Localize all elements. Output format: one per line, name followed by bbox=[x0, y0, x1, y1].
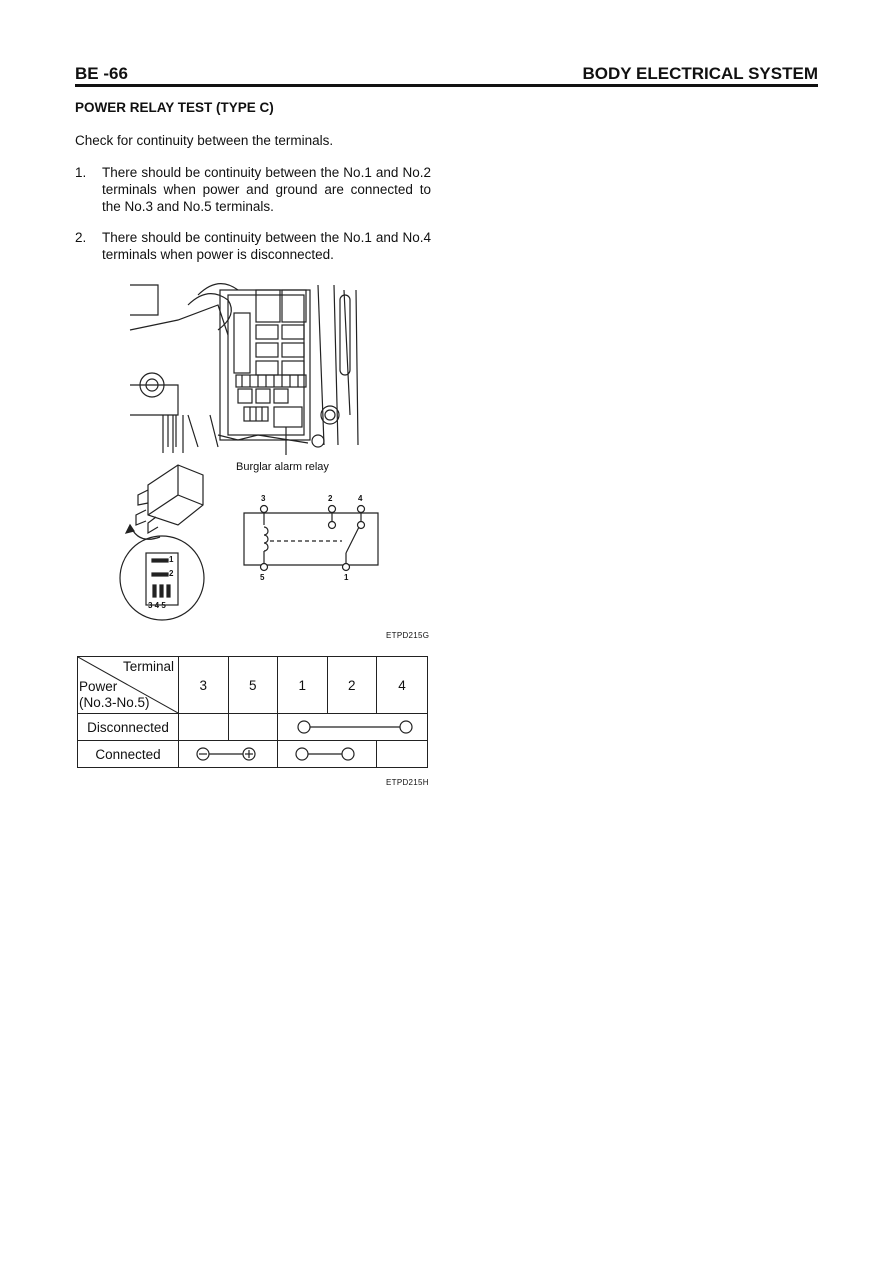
step-text: There should be continuity between the No.1 and No.4 terminals when power is disconnected. bbox=[102, 230, 431, 262]
figure-code: ETPD215G bbox=[386, 631, 430, 640]
table-cell bbox=[377, 741, 428, 768]
schematic-terminal-2: 2 bbox=[328, 494, 333, 503]
pin-label-345: 3 4 5 bbox=[148, 601, 166, 610]
intro-text: Check for continuity between the terminals. bbox=[75, 133, 334, 148]
power-ground-line bbox=[179, 742, 277, 766]
column-header: 2 bbox=[327, 657, 377, 714]
continuity-line bbox=[280, 715, 426, 739]
step-2 bbox=[75, 229, 431, 263]
column-header: 3 bbox=[179, 657, 229, 714]
schematic-terminal-3: 3 bbox=[261, 494, 266, 503]
continuity-mark-3-5 bbox=[179, 741, 278, 768]
row-label: Connected bbox=[78, 741, 179, 768]
step-number: 1. bbox=[75, 165, 87, 180]
table-cell bbox=[228, 714, 278, 741]
schematic-terminal-1: 1 bbox=[344, 573, 349, 582]
continuity-table bbox=[77, 656, 428, 768]
fuse-box-illustration bbox=[118, 275, 438, 635]
corner-sub: (No.3-No.5) bbox=[79, 695, 150, 710]
section-title: BODY ELECTRICAL SYSTEM bbox=[582, 64, 818, 83]
table-cell bbox=[179, 714, 229, 741]
table-row bbox=[78, 714, 428, 741]
table-corner bbox=[78, 657, 179, 714]
step-text: There should be continuity between the No.1 and No.2 terminals when power and ground are connected to the No.3 and No.5 terminals. bbox=[102, 165, 431, 214]
column-header: 4 bbox=[377, 657, 428, 714]
page-title: POWER RELAY TEST (TYPE C) bbox=[75, 100, 274, 115]
table-code: ETPD215H bbox=[386, 778, 429, 787]
continuity-mark-1-2 bbox=[278, 741, 377, 768]
relay-figure bbox=[118, 275, 438, 640]
relay-callout: Burglar alarm relay bbox=[236, 461, 329, 473]
continuity-line bbox=[278, 742, 376, 766]
column-header: 5 bbox=[228, 657, 278, 714]
corner-power: Power bbox=[79, 679, 118, 694]
table-row bbox=[78, 741, 428, 768]
schematic-terminal-4: 4 bbox=[358, 494, 363, 503]
continuity-mark-1-4 bbox=[278, 714, 428, 741]
schematic-terminal-5: 5 bbox=[260, 573, 265, 582]
header-rule bbox=[75, 84, 818, 87]
step-number: 2. bbox=[75, 230, 87, 245]
corner-terminal: Terminal bbox=[122, 659, 174, 674]
page-number: BE -66 bbox=[75, 64, 128, 83]
step-1 bbox=[75, 164, 431, 215]
pin-label-2: 2 bbox=[169, 569, 174, 578]
row-label: Disconnected bbox=[78, 714, 179, 741]
column-header: 1 bbox=[278, 657, 328, 714]
pin-label-1: 1 bbox=[169, 555, 174, 564]
